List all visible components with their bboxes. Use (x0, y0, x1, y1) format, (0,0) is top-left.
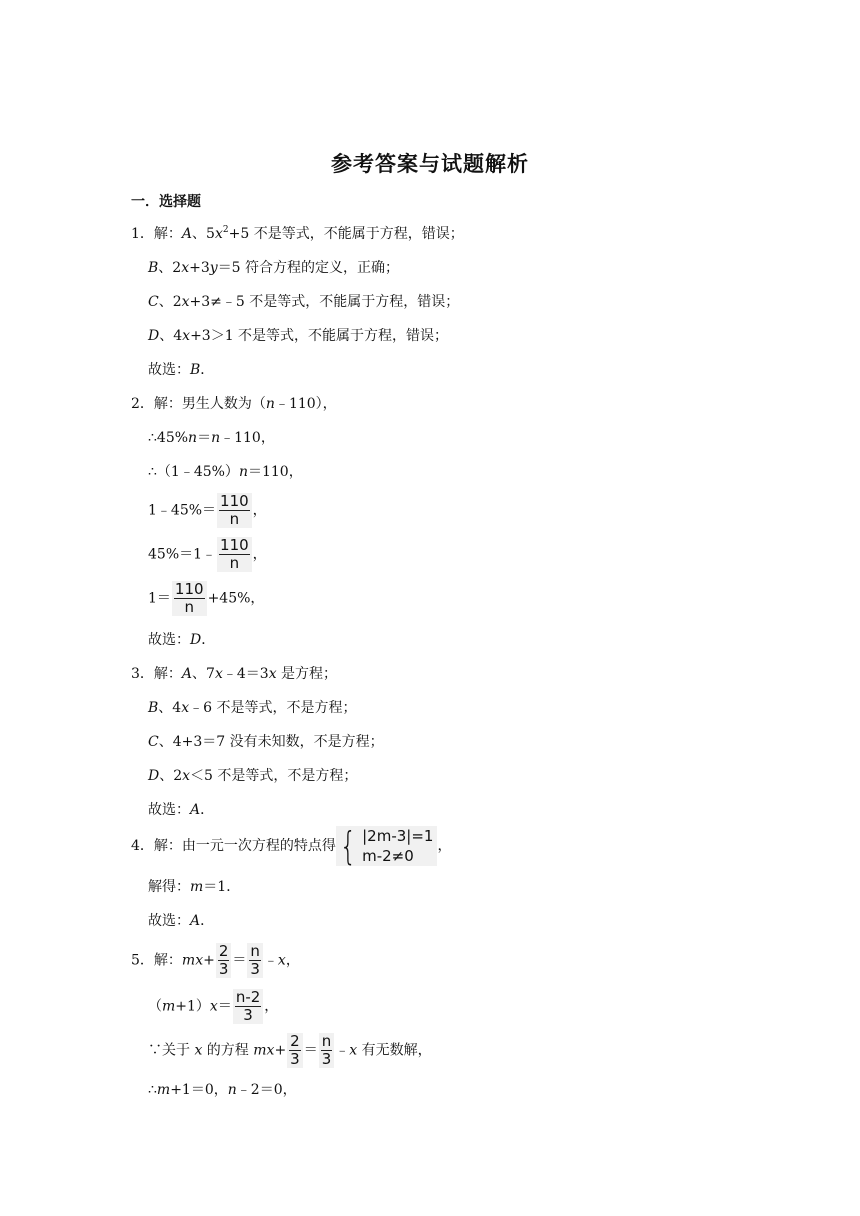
q1-line-3: C、2x+3≠﹣5 不是等式，不能属于方程，错误； (148, 294, 460, 310)
q5-line-3: ∵关于 x 的方程 mx+ $\frac{2}{3}$ ＝ $\frac{n}{3}$ ﹣x 有无数解， (148, 1032, 432, 1068)
fraction: $\frac{110}{n}$ (217, 493, 252, 528)
fraction: $\frac{n}{3}$ (319, 1033, 335, 1068)
q3-line-1: 3．解：A、7x﹣4＝3x 是方程； (131, 666, 338, 682)
page-title: 参考答案与试题解析 (331, 152, 529, 176)
q4-line-1: 4．解：由一元一次方程的特点得 { |2m-3|=1 m-2≠0 ， (131, 824, 452, 868)
section-heading: 一．选择题 (131, 194, 201, 210)
equation-system: { |2m-3|=1 m-2≠0 (336, 826, 438, 866)
q1-line-4: D、4x+3＞1 不是等式，不能属于方程，错误； (148, 328, 449, 344)
fraction: $\frac{n}{3}$ (247, 943, 263, 978)
q1-line-2: B、2x+3y＝5 符合方程的定义，正确； (148, 260, 400, 276)
q1-answer: 故选：B． (148, 362, 215, 378)
q2-line-2: ∴45%n＝n﹣110， (148, 430, 275, 446)
q3-answer: 故选：A． (148, 802, 215, 818)
q4-answer: 故选：A． (148, 913, 215, 929)
fraction: $\frac{110}{n}$ (217, 537, 252, 572)
fraction: $\frac{2}{3}$ (216, 943, 232, 978)
q2-line-5: 45%＝1﹣ $\frac{110}{n}$ ， (148, 536, 267, 572)
q3-line-4: D、2x＜5 不是等式，不是方程； (148, 768, 358, 784)
q2-answer: 故选：D． (148, 632, 216, 648)
q5-line-4: ∴m+1＝0，n﹣2＝0， (148, 1082, 297, 1098)
q4-line-2: 解得：m＝1． (148, 879, 241, 895)
q3-line-3: C、4+3＝7 没有未知数，不是方程； (148, 734, 384, 750)
q5-line-1: 5．解：mx+ $\frac{2}{3}$ ＝ $\frac{n}{3}$ ﹣x， (131, 942, 300, 978)
q1-line-1: 1．解：A、$5x^2+5$ 不是等式，不能属于方程，错误； (131, 225, 464, 242)
fraction: $\frac{110}{n}$ (172, 581, 207, 616)
fraction: $\frac{n-2}{3}$ (233, 989, 263, 1024)
q5-line-2: （m+1）x＝ $\frac{n-2}{3}$ ， (148, 988, 279, 1024)
fraction: $\frac{2}{3}$ (287, 1033, 303, 1068)
q2-line-6: 1＝ $\frac{110}{n}$ +45%， (148, 580, 265, 616)
q3-line-2: B、4x﹣6 不是等式，不是方程； (148, 700, 357, 716)
q2-line-1: 2．解：男生人数为（n﹣110）， (131, 396, 337, 412)
q2-line-3: ∴（1﹣45%）n＝110， (148, 464, 303, 480)
q2-line-4: 1﹣45%＝ $\frac{110}{n}$ ， (148, 492, 267, 528)
